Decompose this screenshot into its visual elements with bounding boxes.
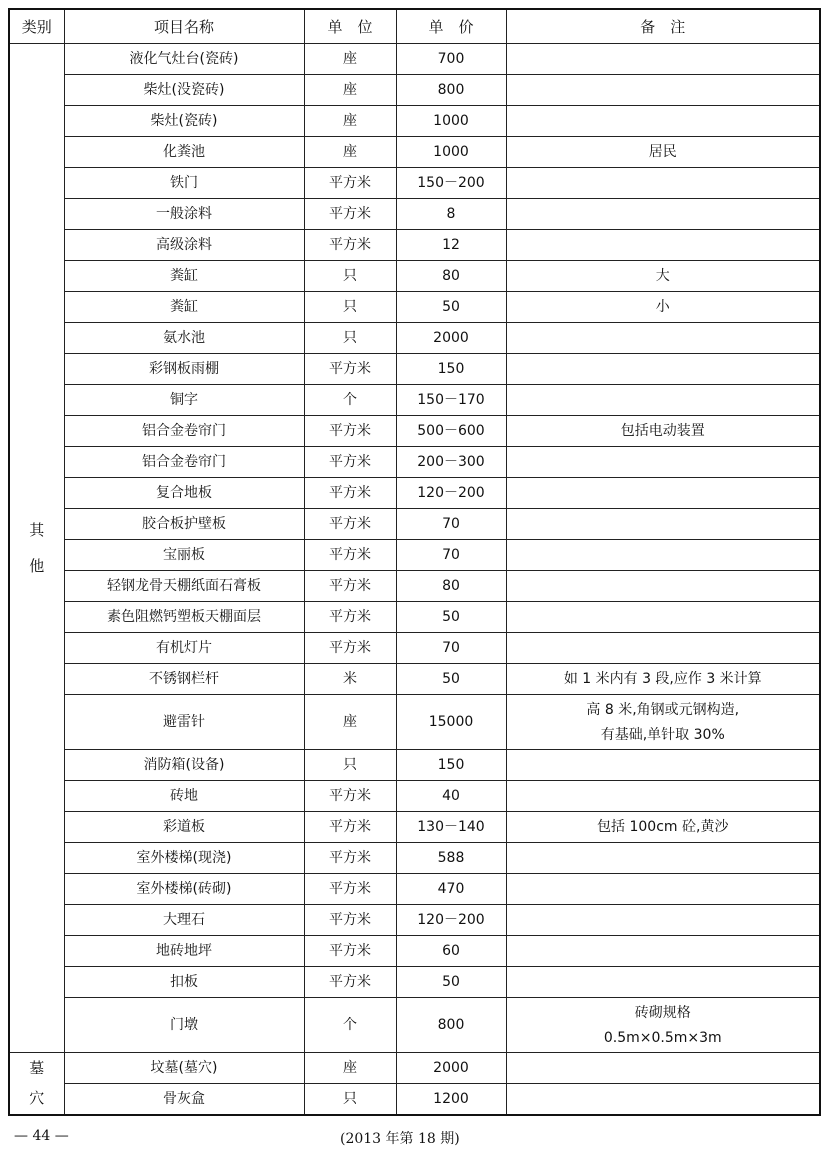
remark-line: 有基础,单针取 30% — [600, 726, 725, 743]
unit: 平方米 — [304, 571, 396, 602]
remark — [506, 812, 820, 843]
unit-price: 200－300 — [396, 447, 506, 478]
remark — [506, 230, 820, 261]
table-row — [9, 75, 820, 106]
table-row — [9, 750, 820, 781]
item-name: 一般涂料 — [64, 199, 304, 230]
item-name: 彩钢板雨棚 — [64, 354, 304, 385]
unit-price: 700 — [396, 44, 506, 75]
unit-price: 60 — [396, 936, 506, 967]
remark — [506, 106, 820, 137]
remark — [506, 936, 820, 967]
header-category: 类别 — [9, 9, 64, 44]
remark-line: 大 — [655, 268, 670, 284]
table-row — [9, 695, 820, 750]
remark — [506, 199, 820, 230]
item-name: 扣板 — [64, 967, 304, 998]
unit-price: 130－140 — [396, 812, 506, 843]
table-row — [9, 199, 820, 230]
table-row — [9, 664, 820, 695]
item-name: 铜字 — [64, 385, 304, 416]
unit: 只 — [304, 750, 396, 781]
remark — [506, 664, 820, 695]
item-name: 室外楼梯(现浇) — [64, 843, 304, 874]
remark — [506, 998, 820, 1053]
unit-price: 800 — [396, 75, 506, 106]
table-row — [9, 633, 820, 664]
unit-price: 1000 — [396, 137, 506, 168]
unit-price: 8 — [396, 199, 506, 230]
unit: 平方米 — [304, 843, 396, 874]
unit: 平方米 — [304, 633, 396, 664]
item-name: 铝合金卷帘门 — [64, 447, 304, 478]
table-row — [9, 1084, 820, 1115]
unit-price: 50 — [396, 292, 506, 323]
remark — [506, 168, 820, 199]
item-name: 坟墓(墓穴) — [64, 1053, 304, 1084]
table-row — [9, 843, 820, 874]
remark — [506, 323, 820, 354]
item-name: 粪缸 — [64, 292, 304, 323]
unit-price: 500－600 — [396, 416, 506, 447]
remark — [506, 874, 820, 905]
table-row — [9, 354, 820, 385]
unit: 平方米 — [304, 478, 396, 509]
remark — [506, 1084, 820, 1115]
item-name: 粪缸 — [64, 261, 304, 292]
unit: 平方米 — [304, 416, 396, 447]
unit-price: 150－170 — [396, 385, 506, 416]
remark — [506, 695, 820, 750]
unit: 平方米 — [304, 168, 396, 199]
category-cell — [9, 1053, 64, 1115]
item-name: 不锈钢栏杆 — [64, 664, 304, 695]
remark — [506, 905, 820, 936]
unit-price: 470 — [396, 874, 506, 905]
remark — [506, 292, 820, 323]
table-row — [9, 168, 820, 199]
unit-price: 1000 — [396, 106, 506, 137]
remark — [506, 571, 820, 602]
item-name: 铝合金卷帘门 — [64, 416, 304, 447]
table-row — [9, 998, 820, 1053]
item-name: 砖地 — [64, 781, 304, 812]
item-name: 避雷针 — [64, 695, 304, 750]
unit: 米 — [304, 664, 396, 695]
remark — [506, 385, 820, 416]
table-header — [9, 9, 820, 44]
unit-price: 50 — [396, 602, 506, 633]
unit: 个 — [304, 998, 396, 1053]
remark — [506, 447, 820, 478]
item-name: 化粪池 — [64, 137, 304, 168]
item-name: 柴灶(瓷砖) — [64, 106, 304, 137]
remark — [506, 540, 820, 571]
remark — [506, 354, 820, 385]
table-row — [9, 781, 820, 812]
unit-price: 12 — [396, 230, 506, 261]
item-name: 门墩 — [64, 998, 304, 1053]
unit-price: 70 — [396, 509, 506, 540]
price-table — [8, 8, 821, 1116]
remark-line: 包括电动装置 — [620, 423, 705, 439]
header-remarks: 备 注 — [506, 9, 820, 44]
remark — [506, 633, 820, 664]
unit: 平方米 — [304, 199, 396, 230]
table-row — [9, 478, 820, 509]
unit: 平方米 — [304, 354, 396, 385]
table-row — [9, 292, 820, 323]
unit: 座 — [304, 75, 396, 106]
table-row — [9, 44, 820, 75]
table-row — [9, 540, 820, 571]
table-row — [9, 137, 820, 168]
unit: 平方米 — [304, 905, 396, 936]
unit: 平方米 — [304, 936, 396, 967]
unit-price: 800 — [396, 998, 506, 1053]
remark-line: 砖砌规格 — [634, 1004, 691, 1021]
unit-price: 50 — [396, 664, 506, 695]
remark — [506, 261, 820, 292]
unit-price: 50 — [396, 967, 506, 998]
item-name: 宝丽板 — [64, 540, 304, 571]
unit-price: 1200 — [396, 1084, 506, 1115]
unit: 座 — [304, 44, 396, 75]
item-name: 大理石 — [64, 905, 304, 936]
table-row — [9, 967, 820, 998]
header-unit: 单 位 — [304, 9, 396, 44]
item-name: 铁门 — [64, 168, 304, 199]
unit: 平方米 — [304, 602, 396, 633]
item-name: 柴灶(没瓷砖) — [64, 75, 304, 106]
unit-price: 80 — [396, 261, 506, 292]
unit: 平方米 — [304, 540, 396, 571]
unit: 平方米 — [304, 812, 396, 843]
unit: 只 — [304, 323, 396, 354]
remark — [506, 750, 820, 781]
table-row — [9, 602, 820, 633]
table-row — [9, 874, 820, 905]
table-row — [9, 571, 820, 602]
unit: 平方米 — [304, 230, 396, 261]
unit-price: 120－200 — [396, 905, 506, 936]
table-row — [9, 509, 820, 540]
item-name: 复合地板 — [64, 478, 304, 509]
unit-price: 70 — [396, 633, 506, 664]
remark — [506, 416, 820, 447]
item-name: 胶合板护壁板 — [64, 509, 304, 540]
unit-price: 15000 — [396, 695, 506, 750]
table-row — [9, 447, 820, 478]
remark — [506, 137, 820, 168]
remark — [506, 843, 820, 874]
item-name: 室外楼梯(砖砌) — [64, 874, 304, 905]
unit-price: 588 — [396, 843, 506, 874]
item-name: 氨水池 — [64, 323, 304, 354]
unit-price: 70 — [396, 540, 506, 571]
table-row — [9, 812, 820, 843]
issue-label: (2013 年第 18 期) — [340, 1131, 460, 1147]
table-row — [9, 230, 820, 261]
remark — [506, 1053, 820, 1084]
unit: 平方米 — [304, 967, 396, 998]
unit-price: 150 — [396, 750, 506, 781]
unit: 只 — [304, 261, 396, 292]
item-name: 液化气灶台(瓷砖) — [64, 44, 304, 75]
unit-price: 150 — [396, 354, 506, 385]
unit-price: 150－200 — [396, 168, 506, 199]
remark — [506, 44, 820, 75]
remark — [506, 478, 820, 509]
item-name: 轻钢龙骨天棚纸面石膏板 — [64, 571, 304, 602]
table-row — [9, 936, 820, 967]
remark — [506, 967, 820, 998]
category-char: 其 — [29, 521, 45, 539]
category-char: 墓 — [29, 1059, 45, 1078]
unit: 个 — [304, 385, 396, 416]
unit-price: 40 — [396, 781, 506, 812]
unit: 平方米 — [304, 447, 396, 478]
table-row — [9, 1053, 820, 1084]
page-number: — 44 — — [14, 1128, 69, 1144]
remark — [506, 602, 820, 633]
table-row — [9, 261, 820, 292]
unit: 座 — [304, 1053, 396, 1084]
item-name: 消防箱(设备) — [64, 750, 304, 781]
unit-price: 80 — [396, 571, 506, 602]
remark-line: 0.5m×0.5m×3m — [603, 1029, 722, 1046]
unit-price: 120－200 — [396, 478, 506, 509]
unit: 座 — [304, 106, 396, 137]
remark-line: 包括 100cm 砼,黄沙 — [597, 819, 729, 835]
item-name: 骨灰盒 — [64, 1084, 304, 1115]
category-cell — [9, 44, 64, 1053]
remark-line: 居民 — [648, 144, 677, 160]
remark — [506, 781, 820, 812]
item-name: 彩道板 — [64, 812, 304, 843]
unit: 平方米 — [304, 781, 396, 812]
remark — [506, 75, 820, 106]
unit-price: 2000 — [396, 1053, 506, 1084]
table-row — [9, 323, 820, 354]
table-row — [9, 106, 820, 137]
header-item-name: 项目名称 — [64, 9, 304, 44]
unit: 只 — [304, 1084, 396, 1115]
remark-line: 小 — [655, 299, 670, 315]
unit: 只 — [304, 292, 396, 323]
unit: 平方米 — [304, 874, 396, 905]
item-name: 有机灯片 — [64, 633, 304, 664]
item-name: 素色阻燃钙塑板天棚面层 — [64, 602, 304, 633]
remark-line: 如 1 米内有 3 段,应作 3 米计算 — [563, 671, 762, 687]
unit: 座 — [304, 695, 396, 750]
item-name: 地砖地坪 — [64, 936, 304, 967]
remark-line: 高 8 米,角钢或元钢构造, — [586, 701, 740, 718]
unit: 平方米 — [304, 509, 396, 540]
category-char: 穴 — [29, 1089, 45, 1108]
header-unit-price: 单 价 — [396, 9, 506, 44]
category-char: 他 — [29, 557, 45, 575]
item-name: 高级涂料 — [64, 230, 304, 261]
unit: 座 — [304, 137, 396, 168]
unit-price: 2000 — [396, 323, 506, 354]
remark — [506, 509, 820, 540]
table-row — [9, 416, 820, 447]
table-row — [9, 385, 820, 416]
table-row — [9, 905, 820, 936]
